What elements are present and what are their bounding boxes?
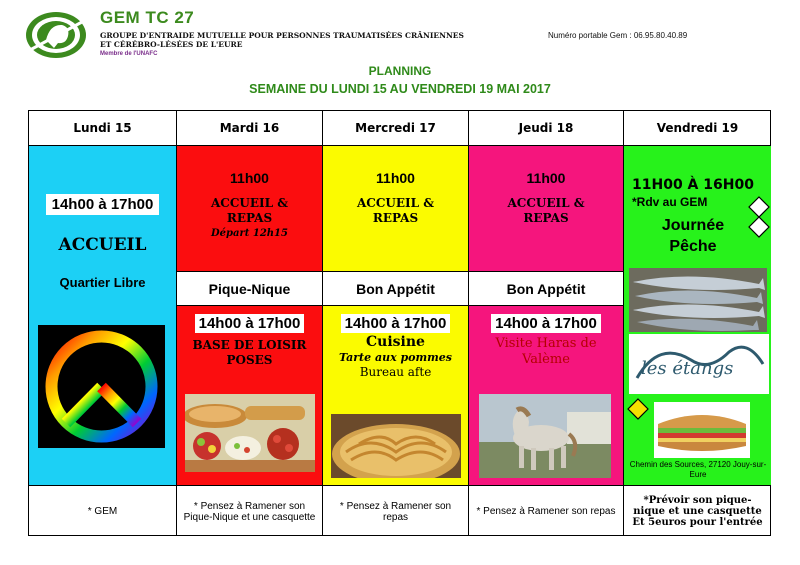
tuesday-morning xyxy=(177,146,322,272)
monday-activity: ACCUEIL xyxy=(58,235,147,255)
planning-title: PLANNING xyxy=(368,64,432,78)
wednesday-aft-place: Bureau afte xyxy=(359,365,432,379)
gem-logo-icon xyxy=(24,10,88,60)
phone-number: Numéro portable Gem : 06.95.80.40.89 xyxy=(548,31,688,40)
picnic-photo xyxy=(185,394,315,472)
thursday-aft-title: Visite Haras de Valème xyxy=(495,336,597,367)
thursday-midday: Bon Appétit xyxy=(469,272,623,306)
monday-time: 14h00 à 17h00 xyxy=(46,194,160,215)
friday-footer: *Prévoir son pique-nique et une casquette Et 5euros pour l'entrée xyxy=(632,495,763,528)
planning-grid xyxy=(28,110,771,536)
friday-address: Chemin des Sources, 27120 Jouy-sur-Eure xyxy=(629,460,767,479)
tuesday-aft-time: 14h00 à 17h00 xyxy=(195,314,305,333)
diamond-icon xyxy=(627,398,649,420)
wednesday-footer: * Pensez à Ramener son repas xyxy=(339,500,452,523)
wednesday-afternoon xyxy=(323,306,468,486)
wednesday-morning xyxy=(323,146,468,272)
thursday-header: Jeudi 18 xyxy=(469,111,623,146)
pony-photo xyxy=(479,394,611,478)
fish-photo xyxy=(629,268,767,332)
thursday-aft-time: 14h00 à 17h00 xyxy=(491,314,601,333)
thursday-morning xyxy=(469,146,623,272)
monday-header: Lundi 15 xyxy=(29,111,176,146)
tuesday-hour: 11h00 xyxy=(230,170,269,186)
wednesday-aft-sub: Tarte aux pommes xyxy=(339,351,452,364)
friday-body xyxy=(624,146,771,486)
les-etangs-logo-text: les étangs xyxy=(641,358,734,379)
org-member: Membre de l'UNAFC xyxy=(100,51,158,57)
thursday-footer: * Pensez à Ramener son repas xyxy=(476,506,616,517)
tuesday-aft-title: BASE DE LOISIR POSES xyxy=(192,338,307,367)
peace-sign-icon xyxy=(38,325,165,448)
friday-time: 11H00 À 16H00 xyxy=(632,177,754,193)
monday-sub: Quartier Libre xyxy=(59,275,146,290)
wednesday-column xyxy=(323,111,469,535)
thursday-column xyxy=(469,111,624,535)
monday-footer: * GEM xyxy=(87,506,118,517)
friday-activity: Journée Pêche xyxy=(661,217,725,255)
tuesday-afternoon xyxy=(177,306,322,486)
monday-column xyxy=(29,111,177,535)
diamond-icon xyxy=(748,196,770,238)
org-subtitle-line1: GROUPE D'ENTRAIDE MUTUELLE POUR PERSONNES TRAUMATISÉES CRÂNIENNES xyxy=(100,31,464,40)
friday-rdv: *Rdv au GEM xyxy=(632,195,708,209)
wednesday-midday: Bon Appétit xyxy=(323,272,468,306)
sandwich-photo xyxy=(654,402,750,458)
friday-column xyxy=(624,111,771,535)
tuesday-midday: Pique-Nique xyxy=(177,272,322,306)
tuesday-depart: Départ 12h15 xyxy=(211,228,288,239)
wednesday-aft-title: Cuisine xyxy=(366,334,425,350)
apple-tart-photo xyxy=(331,414,461,478)
les-etangs-logo xyxy=(629,334,769,394)
wednesday-aft-time: 14h00 à 17h00 xyxy=(341,314,451,333)
week-title: SEMAINE DU LUNDI 15 AU VENDREDI 19 MAI 2017 xyxy=(249,82,551,96)
thursday-afternoon xyxy=(469,306,623,486)
monday-body xyxy=(29,146,176,486)
tuesday-morning-activity: ACCUEIL & REPAS xyxy=(210,196,289,225)
tuesday-footer: * Pensez à Ramener son Pique-Nique et une casquette xyxy=(183,500,316,523)
org-name: GEM TC 27 xyxy=(100,8,195,27)
thursday-morning-activity: ACCUEIL & REPAS xyxy=(507,196,585,225)
wednesday-header: Mercredi 17 xyxy=(323,111,468,146)
tuesday-header: Mardi 16 xyxy=(177,111,322,146)
tuesday-column xyxy=(177,111,323,535)
org-subtitle-line2: ET CÉRÉBRO-LÉSÉES DE L'EURE xyxy=(100,40,243,49)
friday-header: Vendredi 19 xyxy=(624,111,771,146)
wednesday-morning-activity: ACCUEIL & REPAS xyxy=(356,196,435,225)
thursday-hour: 11h00 xyxy=(526,170,566,186)
wednesday-hour: 11h00 xyxy=(376,170,415,186)
